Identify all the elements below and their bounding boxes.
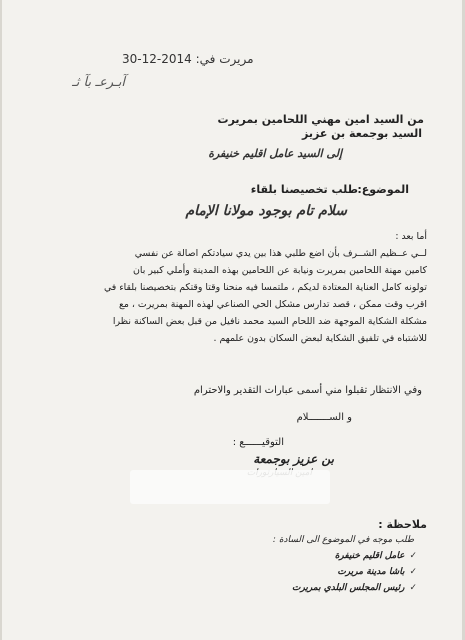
closing-line: وفي الانتظار تقبلوا مني أسمى عبارات التقدير والاحترام (193, 385, 422, 396)
body-line: للاشتباه في تلفيق الشكاية لبعض السكان بدون علمهم . (213, 333, 427, 344)
letter-body (35, 228, 427, 347)
letter-page (2, 0, 462, 640)
check-icon: ✓ (409, 551, 417, 561)
cc-item (292, 564, 417, 580)
body-line: لــي عــظيم الشــرف بأن اضع طلبي هذا بين يدي سيادتكم اصالة عن نفسي (134, 248, 427, 259)
body-line: اقرب وقت ممكن ، قصد تدارس مشكل الحي الصناعي لهذه المهنة بمريرت ، مع (118, 299, 427, 310)
cc-item (292, 580, 417, 596)
greeting-line: سلام تام بوجود مولانا الإمام (185, 203, 347, 219)
cc-item (292, 548, 417, 564)
check-icon: ✓ (409, 583, 417, 593)
cc-heading: طلب موجه في الموضوع الى السادة : (272, 535, 414, 545)
handwritten-scribble: آبـرعـ ﺑﺂ ﺛـ (72, 75, 126, 90)
signature-name: بن عزيز بوجمعة (253, 452, 334, 466)
salam-line: و الســـــــلام (296, 412, 352, 423)
redacted-stamp (130, 470, 330, 504)
note-label: ملاحظة : (378, 518, 427, 531)
body-line: أما بعد : (395, 231, 427, 242)
sender-line-1: من السيد امين مهني اللحامين بمريرت (217, 113, 424, 126)
cc-item-text: رئيس المجلس البلدي بمريرت (291, 583, 405, 593)
subject-label: الموضوع: (357, 183, 409, 196)
signature-label: التوقيــــــع : (232, 437, 284, 448)
cc-item-text: عامل اقليم خنيفرة (334, 551, 405, 561)
body-line: مشكلة الشكاية الموجهة ضد اللحام السيد محمد نافيل من قبل بعض الساكنة نظرا (112, 316, 427, 327)
sender-line-2: السيد بوجمعة بن عزيز (302, 127, 422, 140)
letter-date: مريرت في: 2014-12-30 (122, 52, 254, 66)
cc-list (292, 548, 417, 596)
check-icon: ✓ (409, 567, 417, 577)
recipient-line: إلى السيد عامل اقليم خنيفرة (208, 147, 342, 160)
body-line: تولونه كامل العناية المعتادة لديكم ، ملتمسا فيه منحنا وقتا وقتكم بتخصيصنا بلقاء في (103, 282, 427, 293)
subject-text: طلب تخصيصنا بلقاء (250, 183, 358, 196)
body-line: كامين مهنة اللحامين بمريرت ونيابة عن اللحامين بهذه المدينة وأملي كبير بان (133, 265, 427, 276)
cc-item-text: باشا مدينة مريرت (337, 567, 405, 577)
